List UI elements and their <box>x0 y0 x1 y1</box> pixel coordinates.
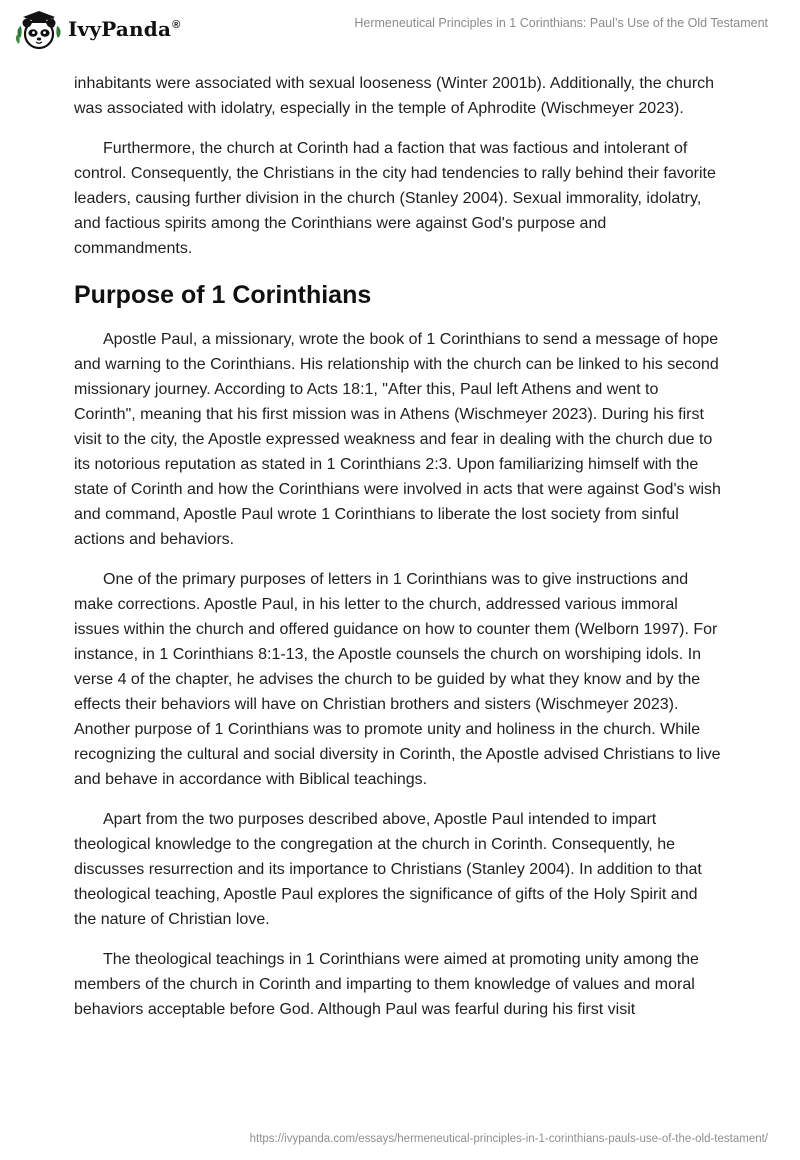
page-header <box>0 0 800 56</box>
essay-body <box>74 71 724 1037</box>
paragraph: The theological teachings in 1 Corinthians were aimed at promoting unity among the members of the church in Corinth and imparting to them knowledge of values and moral behaviors acceptable before God. Although Paul was fearful during his first visit <box>74 951 699 1018</box>
brand-name: IvyPanda® <box>68 17 181 41</box>
paragraph: inhabitants were associated with sexual looseness (Winter 2001b). Additionally, the church was associated with idolatry, especially in the temple of Aphrodite (Wischmeyer 2023). <box>74 75 715 117</box>
paragraph: Furthermore, the church at Corinth had a faction that was factious and intolerant of control. Consequently, the Christians in the city had tendencies to rally behind their favorite leaders, causing further division in the church (Stanley 2004). Sexual immorality, idolatry, and factious spirits among the Corinthians were against God's purpose and commandments. <box>74 140 716 257</box>
paragraph: Apart from the two purposes described above, Apostle Paul intended to impart theological knowledge to the congregation at the church in Corinth. Consequently, he discusses resurrection and its importance to Christians (Stanley 2004). In addition to that theological teaching, Apostle Paul explores the significance of gifts of the Holy Spirit and the nature of Christian love. <box>74 811 702 928</box>
source-url-link[interactable]: https://ivypanda.com/essays/hermeneutical-principles-in-1-corinthians-pauls-use-of-the-old-testament/ <box>249 1133 768 1145</box>
paragraph: One of the primary purposes of letters in 1 Corinthians was to give instructions and make corrections. Apostle Paul, in his letter to the church, addressed various immoral issues within the church and offered guidance on how to counter them (Welborn 1997). For instance, in 1 Corinthians 8:1-13, the Apostle counsels the church on worshiping idols. In verse 4 of the chapter, he advises the church to be guided by what they know and by the effects their behaviors will have on Christian brothers and sisters (Wischmeyer 2023). Another purpose of 1 Corinthians was to promote unity and holiness in the church. While recognizing the cultural and social diversity in Corinth, the Apostle advised Christians to live and behave in accordance with Biblical teachings. <box>74 571 721 788</box>
panda-graduate-icon <box>14 8 64 50</box>
document-title: Hermeneutical Principles in 1 Corinthians: Paul’s Use of the Old Testament <box>354 16 768 30</box>
paragraph: Apostle Paul, a missionary, wrote the book of 1 Corinthians to send a message of hope and warning to the Corinthians. His relationship with the church can be linked to his second missionary journey. According to Acts 18:1, "After this, Paul left Athens and went to Corinth", meaning that his first mission was in Athens (Wischmeyer 2023). During his first visit to the city, the Apostle expressed weakness and fear in dealing with the church due to its notorious reputation as stated in 1 Corinthians 2:3. Upon familiarizing himself with the state of Corinth and how the Corinthians were involved in acts that were against God's wish and command, Apostle Paul wrote 1 Corinthians to liberate the lost society from sinful actions and behaviors. <box>74 331 721 548</box>
brand-logo[interactable] <box>14 9 180 49</box>
registered-mark: ® <box>172 19 181 32</box>
section-heading: Purpose of 1 Corinthians <box>74 281 372 309</box>
